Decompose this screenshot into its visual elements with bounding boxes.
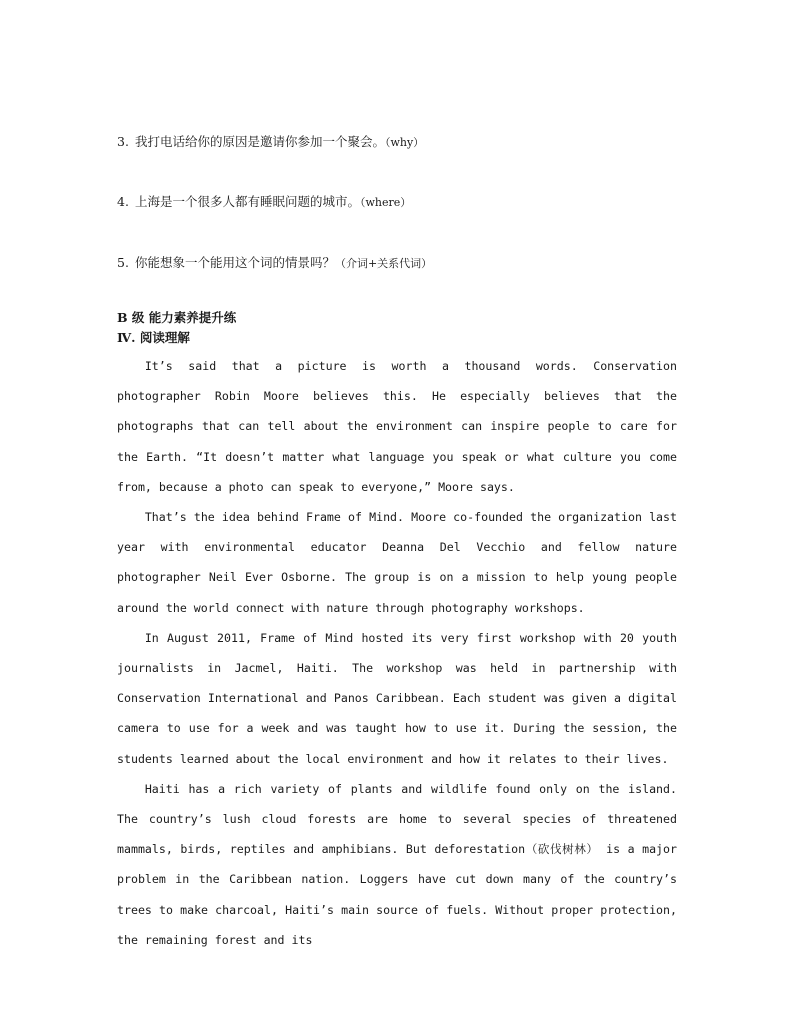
question-number: 4. (117, 194, 129, 209)
passage-paragraph: That’s the idea behind Frame of Mind. Moore co-founded the organization last year with environmental educator Deanna Del Vecchio and fellow nature photographer Neil Ever Osborne. The group is on a mission to help young people around the world connect with nature through photography workshops. (117, 510, 677, 615)
question-number: 3. (117, 134, 129, 149)
question-hint: （where） (359, 196, 412, 209)
passage-paragraph: Haiti has a rich variety of plants and wildlife found only on the island. The country’s lush cloud forests are home to several species of threatened mammals, birds, reptiles and amphibians. But deforestation（砍伐树林） is a major problem in the Caribbean nation. Loggers have cut down many of the country’s trees to make charcoal, Haiti’s main source of fuels. Without proper protection, the remaining forest and its (117, 781, 677, 947)
question-number: 5. (117, 255, 129, 270)
section-part-heading: Ⅳ. 阅读理解 (117, 330, 190, 345)
question-hint: （介词+关系代词） (334, 257, 433, 270)
question-5 (117, 253, 432, 271)
question-3 (117, 132, 424, 150)
section-level-heading: B 级 能力素养提升练 (117, 310, 237, 325)
question-text: 我打电话给你的原因是邀请你参加一个聚会。 (134, 134, 385, 149)
passage-paragraph: It’s said that a picture is worth a thousand words. Conservation photographer Robin Moore believes this. He especially believes that the photographs that can tell about the environment can inspire people to care for the Earth. “It doesn’t matter what language you speak or what culture you come from, because a photo can speak to everyone,” Moore says. (117, 359, 677, 494)
reading-passage (117, 351, 677, 955)
question-4 (117, 192, 411, 210)
question-text: 你能想象一个能用这个词的情景吗？ (134, 255, 335, 270)
question-text: 上海是一个很多人都有睡眠问题的城市。 (134, 194, 360, 209)
passage-paragraph: In August 2011, Frame of Mind hosted its very first workshop with 20 youth journalists in Jacmel, Haiti. The workshop was held in partnership with Conservation International and Panos Caribbean. Each student was given a digital camera to use for a week and was taught how to use it. During the session, the students learned about the local environment and how it relates to their lives. (117, 630, 677, 766)
question-hint: （why） (384, 136, 425, 149)
